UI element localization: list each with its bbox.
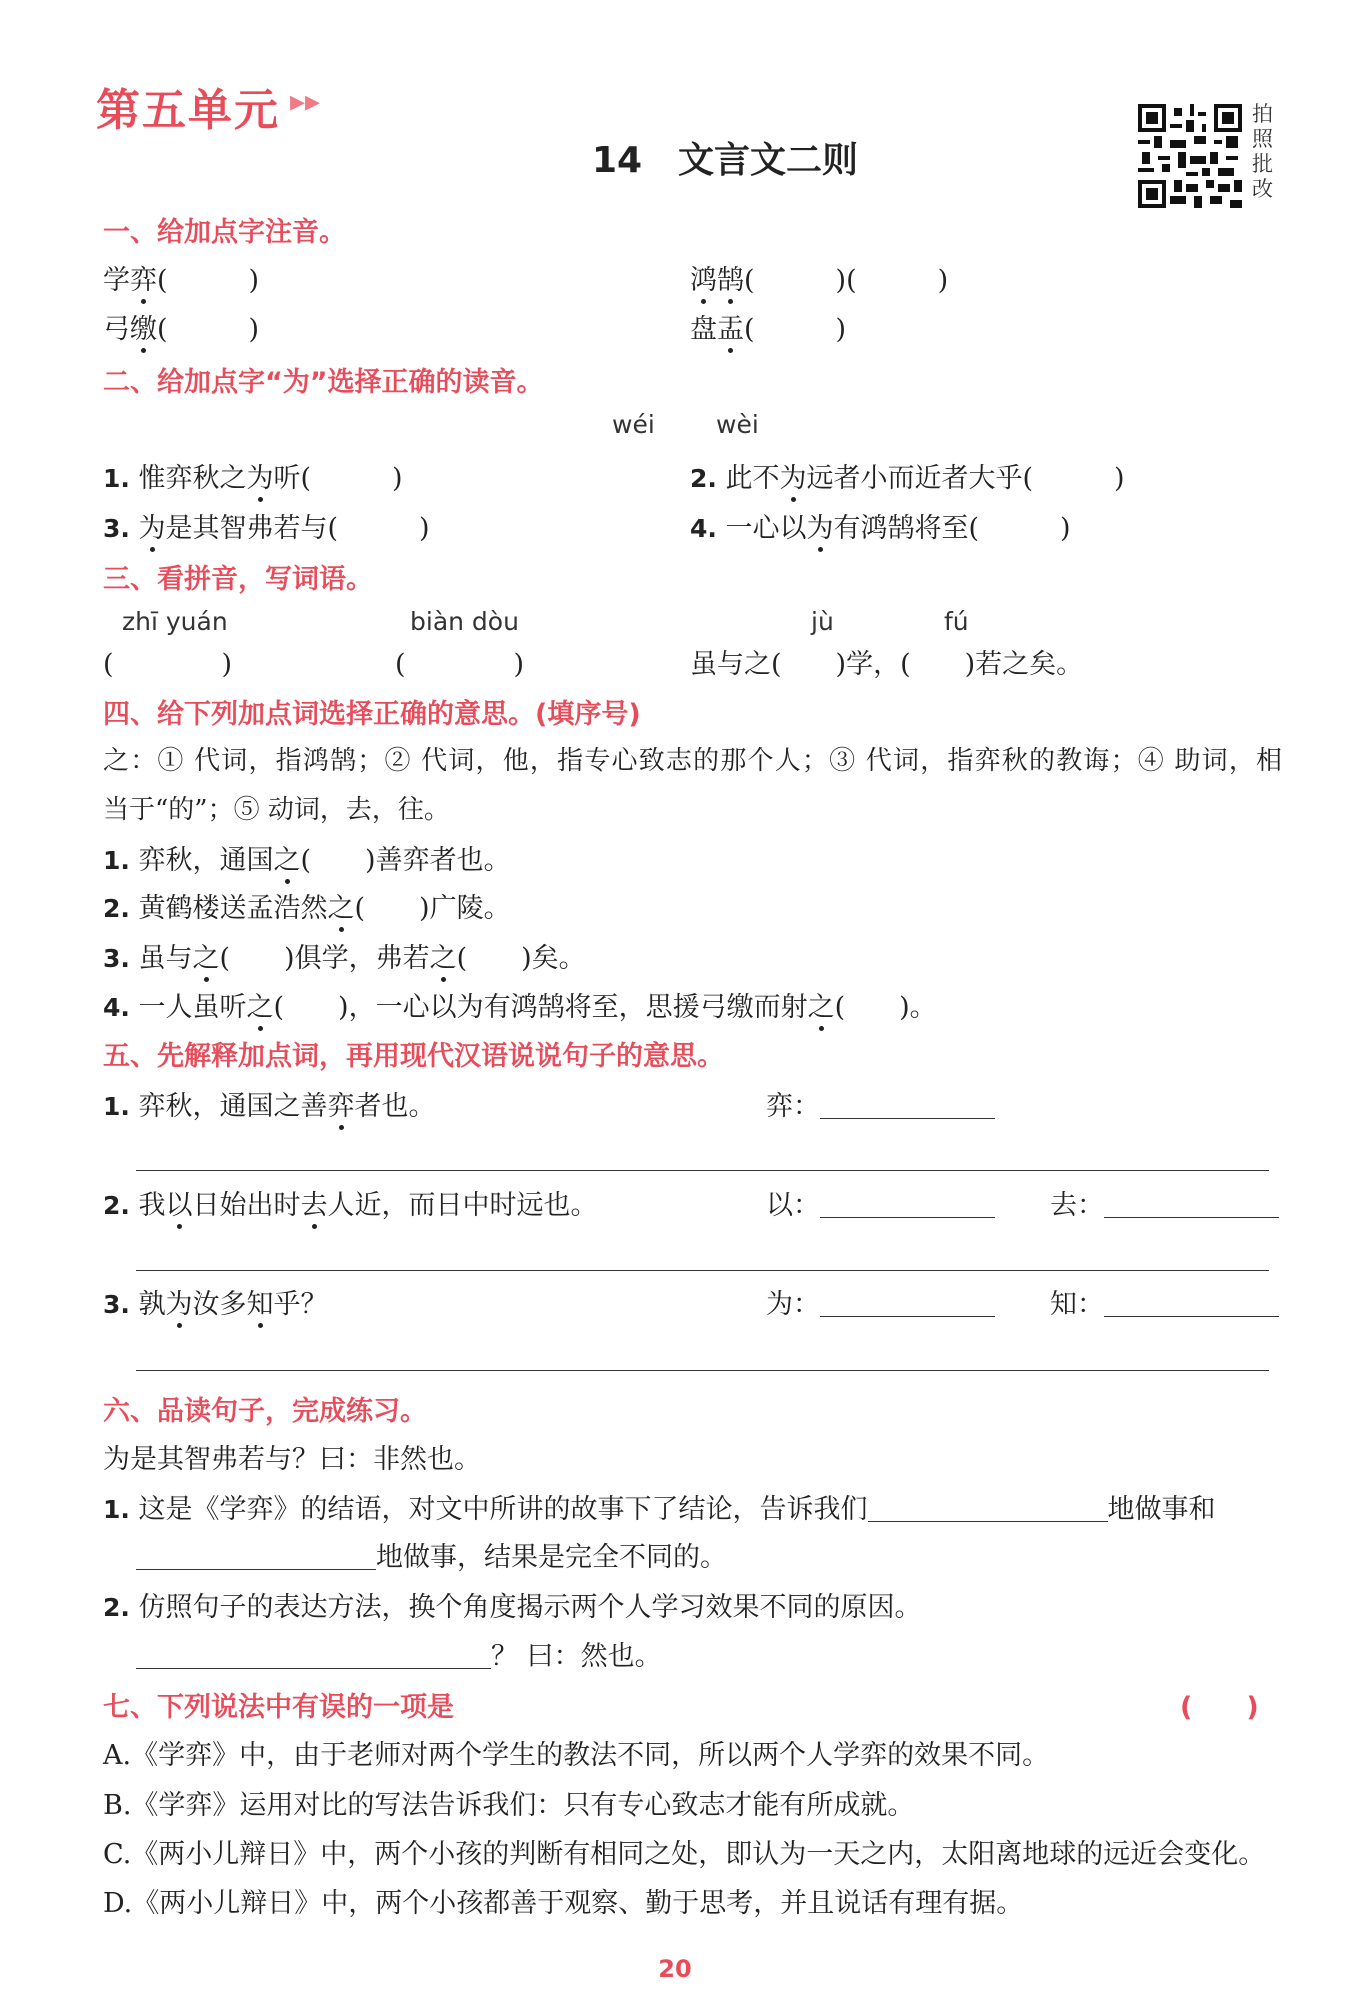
s5-q3-answer-blank-1[interactable]: [820, 1290, 995, 1317]
s1-item-4: 盘盂( ): [690, 307, 846, 346]
s4-question-1: 1. 弈秋，通国之( )善弈者也。: [103, 838, 511, 877]
s5-q1-answer-blank[interactable]: [820, 1092, 995, 1119]
s2-question-4: 4. 一心以为有鸿鹄将至( ): [690, 506, 1071, 545]
s3-blank-2[interactable]: ( ): [395, 649, 525, 680]
s3-pinyin-1: zhī yuán: [122, 607, 228, 636]
s7-option-a: A.《学弈》中，由于老师对两个学生的教法不同，所以两个人学弈的效果不同。: [103, 1740, 1050, 1771]
s5-q3-answer-label-2: 知：: [1050, 1282, 1279, 1321]
section-7-heading: 七、下列说法中有误的一项是: [103, 1692, 454, 1723]
section-3-heading: 三、看拼音，写词语。: [103, 564, 373, 595]
s6-question-2: 2. 仿照句子的表达方法，换个角度揭示两个人学习效果不同的原因。: [103, 1592, 922, 1623]
s5-q2-answer-label-1: 以：: [766, 1183, 995, 1222]
section-5-heading: 五、先解释加点词，再用现代汉语说说句子的意思。: [103, 1041, 724, 1072]
page-number: 20: [658, 1955, 692, 1983]
s6-q2-blank[interactable]: [136, 1642, 491, 1669]
s6-question-1-cont: 地做事，结果是完全不同的。: [136, 1535, 727, 1574]
s2-question-1: 1. 惟弈秋之为听( ): [103, 456, 403, 495]
s2-option-1: wéi: [612, 410, 655, 439]
s4-question-4: 4. 一人虽听之( )，一心以为有鸿鹄将至，思援弓缴而射之( )。: [103, 985, 937, 1024]
s5-q1-answer-label: 弈：: [766, 1084, 995, 1123]
lesson-title: 14 文言文二则: [591, 140, 859, 181]
s4-question-3: 3. 虽与之( )俱学，弗若之( )矣。: [103, 936, 586, 975]
s7-option-b: B.《学弈》运用对比的写法告诉我们：只有专心致志才能有所成就。: [103, 1790, 915, 1821]
s6-question-1: 1. 这是《学弈》的结语，对文中所讲的故事下了结论，告诉我们 地做事和: [103, 1494, 1216, 1525]
unit-arrow-icon: ▸▸: [290, 84, 321, 119]
s5-q2-answer-label-2: 去：: [1050, 1183, 1279, 1222]
s3-pinyin-3: jù: [811, 607, 834, 636]
section-2-heading: 二、给加点字“为”选择正确的读音。: [103, 367, 544, 398]
s5-q3-answer-blank-2[interactable]: [1104, 1290, 1279, 1317]
s4-options-line-2: 当于“的”；⑤ 动词，去，往。: [103, 795, 450, 825]
s7-answer-paren[interactable]: ( ): [1180, 1692, 1259, 1723]
qr-label: 拍照批改: [1252, 102, 1273, 201]
s3-pinyin-4: fú: [944, 607, 969, 636]
unit-title: 第五单元: [96, 85, 280, 136]
s1-item-1: 学弈( ): [103, 258, 259, 297]
s5-q3-answer-line[interactable]: [136, 1370, 1269, 1371]
s4-question-2: 2. 黄鹤楼送孟浩然之( )广陵。: [103, 886, 511, 925]
s6-q1-blank-2[interactable]: [136, 1543, 376, 1570]
s7-option-d: D.《两小儿辩日》中，两个小孩都善于观察、勤于思考，并且说话有理有据。: [103, 1888, 1024, 1919]
s1-item-3: 弓缴( ): [103, 307, 259, 346]
s2-question-3: 3. 为是其智弗若与( ): [103, 506, 430, 545]
s6-q1-blank-1[interactable]: [868, 1495, 1108, 1522]
s3-blank-1[interactable]: ( ): [103, 649, 233, 680]
s5-question-1: 1. 弈秋，通国之善弈者也。: [103, 1084, 436, 1123]
s5-q2-answer-blank-1[interactable]: [820, 1191, 995, 1218]
s3-pinyin-2: biàn dòu: [410, 607, 519, 636]
s3-sentence: 虽与之( )学，( )若之矣。: [690, 649, 1084, 680]
s5-q2-answer-line[interactable]: [136, 1270, 1269, 1271]
s5-question-2: 2. 我以日始出时去人近，而日中时远也。: [103, 1183, 598, 1222]
s2-question-2: 2. 此不为远者小而近者大乎( ): [690, 456, 1125, 495]
s7-option-c: C.《两小儿辩日》中，两个小孩的判断有相同之处，即认为一天之内，太阳离地球的远近会变化。: [103, 1839, 1266, 1870]
section-1-heading: 一、给加点字注音。: [103, 217, 346, 248]
s5-q3-answer-label-1: 为：: [766, 1282, 995, 1321]
section-4-heading: 四、给下列加点词选择正确的意思。(填序号): [103, 699, 641, 730]
s5-q2-answer-blank-2[interactable]: [1104, 1191, 1279, 1218]
section-6-heading: 六、品读句子，完成练习。: [103, 1396, 427, 1427]
qr-code-icon[interactable]: [1138, 104, 1242, 208]
s4-options-line-1: 之：① 代词，指鸿鹄；② 代词，他，指专心致志的那个人；③ 代词，指弈秋的教诲；④ 助词，相: [103, 746, 1284, 776]
s5-q1-answer-line[interactable]: [136, 1170, 1269, 1171]
s6-quote: 为是其智弗若与？曰：非然也。: [103, 1444, 481, 1475]
s6-question-2-answer: ？ 曰：然也。: [136, 1634, 662, 1673]
s1-item-2: 鸿鹄( )( ): [690, 258, 948, 297]
s5-question-3: 3. 孰为汝多知乎？: [103, 1282, 328, 1321]
s2-option-2: wèi: [716, 410, 759, 439]
